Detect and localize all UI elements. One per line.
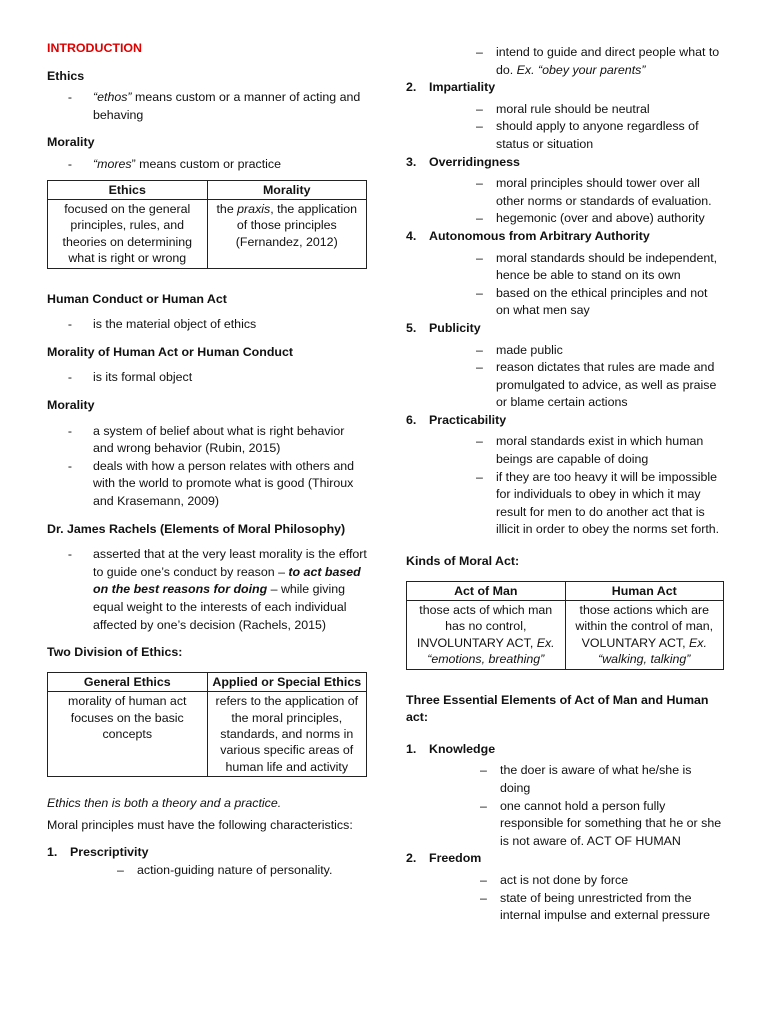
numbered-heading: 5. Publicity [406,320,481,335]
theory-practice-line: Ethics then is both a theory and a practice. [47,796,282,811]
list-item: – reason dictates that rules are made and promulgated to advice, as well as praise or blame certain actions [476,360,717,410]
list-item: – hegemonic (over and above) authority [476,211,705,226]
list-item: – based on the ethical principles and not on what men say [476,285,708,318]
table-cell: those actions which are within the control of man, VOLUNTARY ACT, Ex. “walking, talking” [565,601,724,670]
table-cell: morality of human act focuses on the basic concepts [48,692,208,777]
division-table [47,672,367,777]
list-item: – moral rule should be neutral [476,101,650,116]
human-conduct-heading: Human Conduct or Human Act [47,291,227,306]
kinds-heading: Kinds of Moral Act: [406,554,520,569]
numbered-heading: 1. Knowledge [406,741,496,756]
list-item: – intend to guide and direct people what to do. Ex. “obey your parents” [476,45,720,77]
kinds-table [406,581,724,670]
list-item: – moral standards should be independent, hence be able to stand on its own [476,250,718,283]
ethics-morality-table [47,180,367,269]
morality-heading-2: Morality [47,397,95,412]
hyphen-bullet: - [67,156,73,171]
morality-of-human-act-heading: Morality of Human Act or Human Conduct [47,344,293,359]
numbered-heading: 2. Freedom [406,851,482,866]
list-item: - deals with how a person relates with others and with the world to promote what is good (Thiroux and Krasemann, 2009) [67,458,355,508]
table-header: Human Act [565,581,724,600]
numbered-heading: 4. Autonomous from Arbitrary Authority [406,228,650,243]
table-cell: focused on the general principles, rules, and theories on determining what is right or wrong [48,199,208,268]
list-item: - “ethos” means custom or a manner of acting and behaving [47,89,367,124]
list-item: – act is not done by force [480,873,629,887]
intro-heading: INTRODUCTION [47,41,142,55]
hyphen-bullet: - [67,90,73,105]
list-item: – if they are too heavy it will be impossible for individuals to obey in which it may result for men to do another act that is illicit in order to obey the norms set forth. [476,469,720,537]
two-division-heading: Two Division of Ethics: [47,645,183,660]
numbered-heading: 2. Impartiality [406,80,496,95]
three-elements-heading: Three Essential Elements of Act of Man and Human act: [406,692,709,725]
list-item: – made public [476,342,563,357]
table-header: Ethics [48,180,208,199]
list-item: – should apply to anyone regardless of status or situation [476,119,699,151]
morality-heading: Morality [47,135,95,150]
list-item: - “mores” means custom or practice [47,156,367,174]
list-item: – action-guiding nature of personality. [117,862,333,877]
list-item: – the doer is aware of what he/she is doing [480,763,692,796]
table-header: Act of Man [407,581,566,600]
table-header: Applied or Special Ethics [207,672,367,691]
table-cell: the praxis, the application of those principles (Fernandez, 2012) [207,199,367,268]
table-header: Morality [207,180,367,199]
list-item: – moral standards exist in which human beings are capable of doing [476,434,704,467]
numbered-heading: 3. Overridingness [406,154,520,169]
ethics-heading: Ethics [47,68,85,83]
moral-principles-intro: Moral principles must have the following characteristics: [47,817,353,832]
rachels-heading: Dr. James Rachels (Elements of Moral Philosophy) [47,521,346,536]
list-item: - is its formal object [67,370,193,385]
table-header: General Ethics [48,672,208,691]
list-item: - is the material object of ethics [67,317,257,332]
table-cell: those acts of which man has no control, INVOLUNTARY ACT, Ex. “emotions, breathing” [407,601,566,670]
numbered-heading: 1. Prescriptivity [47,845,149,860]
numbered-heading: 6. Practicability [406,412,507,427]
table-cell: refers to the application of the moral principles, standards, and norms in various specific areas of human life and activity [207,692,367,777]
list-item: – moral principles should tower over all other norms or standards of evaluation. [476,176,712,208]
right-column [406,44,724,925]
left-column [47,40,367,880]
list-item: - asserted that at the very least morality is the effort to guide one’s conduct by reason – to act based on the best reasons for doing – while giving equal weight to the interests of each individual affected by one’s decision (Rachels, 2015) [67,547,367,632]
list-item: – one cannot hold a person fully responsible for something that he or she is not aware of. ACT OF HUMAN [480,798,722,848]
list-item: - a system of belief about what is right behavior and wrong behavior (Rubin, 2015) [67,423,345,456]
list-item: – state of being unrestricted from the internal impulse and external pressure [480,890,711,923]
